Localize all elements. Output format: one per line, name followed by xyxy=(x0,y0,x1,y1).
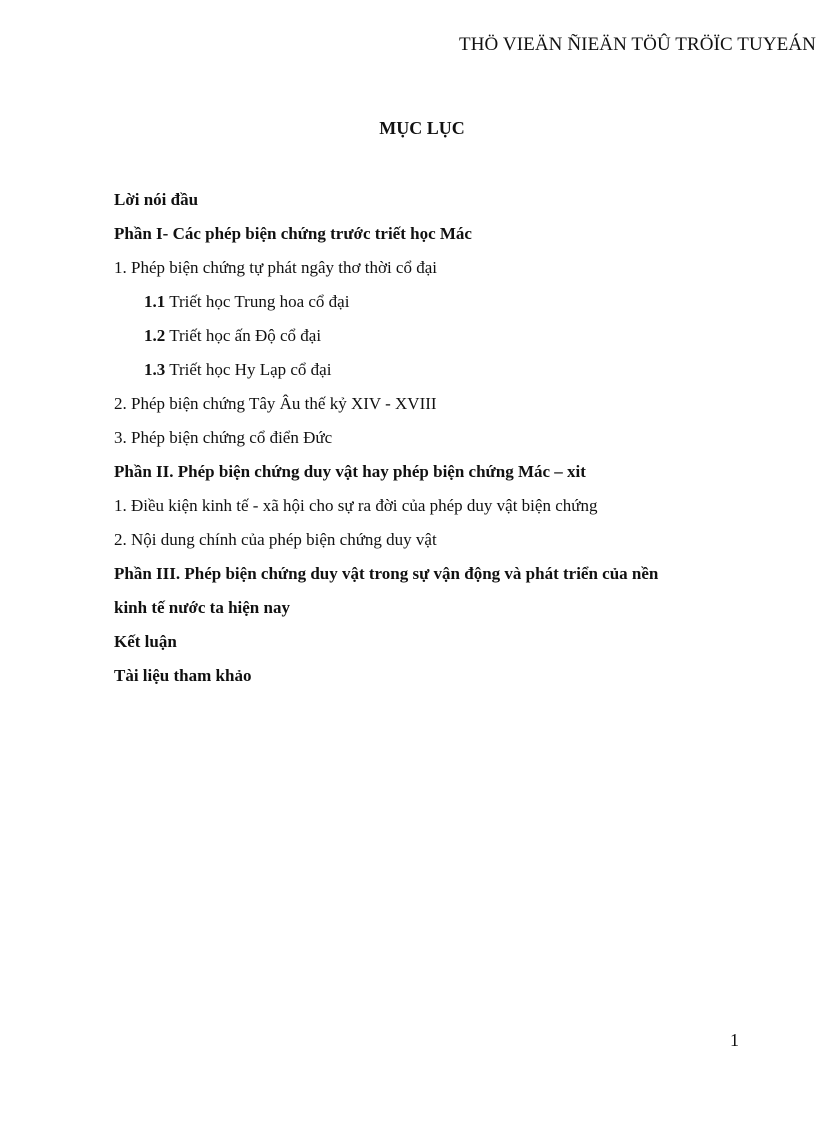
toc-item-1: 1. Phép biện chứng tự phát ngây thơ thời cổ đại xyxy=(114,258,437,277)
toc-item-preface: Lời nói đầu xyxy=(114,190,199,209)
toc-item-2: 2. Phép biện chứng Tây Âu thế kỷ XIV - XVIII xyxy=(114,394,437,413)
toc-title: MỤC LỤC xyxy=(379,118,465,138)
page-header: THÖ VIEÄN ÑIEÄN TÖÛ TRÖÏC TUYEÁN xyxy=(459,34,816,55)
toc-item-label: Triết học Trung hoa cổ đại xyxy=(165,292,350,311)
toc-item-part-2-2: 2. Nội dung chính của phép biện chứng duy vật xyxy=(114,530,437,549)
toc-item-part-3: Phần III. Phép biện chứng duy vật trong sự vận động và phát triển của nền xyxy=(114,564,659,583)
toc-item-1-2 xyxy=(114,319,794,353)
toc-item-part-3-cont: kinh tế nước ta hiện nay xyxy=(114,598,290,617)
toc-item-1-3 xyxy=(114,353,794,387)
toc-item-part-1: Phần I- Các phép biện chứng trước triết học Mác xyxy=(114,224,472,243)
toc-item-label: Triết học ấn Độ cổ đại xyxy=(165,326,322,345)
toc-item-number: 1.1 xyxy=(144,292,166,311)
toc-item-references: Tài liệu tham khảo xyxy=(114,666,252,685)
toc-item-number: 1.3 xyxy=(144,360,166,379)
toc-item-number: 1.2 xyxy=(144,326,166,345)
toc-item-3: 3. Phép biện chứng cổ điển Đức xyxy=(114,428,333,447)
page-number: 1 xyxy=(730,1030,739,1050)
toc-item-part-2-1: 1. Điều kiện kinh tế - xã hội cho sự ra đời của phép duy vật biện chứng xyxy=(114,496,598,515)
toc-item-label: Triết học Hy Lạp cổ đại xyxy=(165,360,332,379)
toc-item-1-1 xyxy=(114,285,794,319)
toc-item-conclusion: Kết luận xyxy=(114,632,177,651)
toc-item-part-2: Phần II. Phép biện chứng duy vật hay phép biện chứng Mác – xit xyxy=(114,462,586,481)
table-of-contents xyxy=(114,183,794,693)
